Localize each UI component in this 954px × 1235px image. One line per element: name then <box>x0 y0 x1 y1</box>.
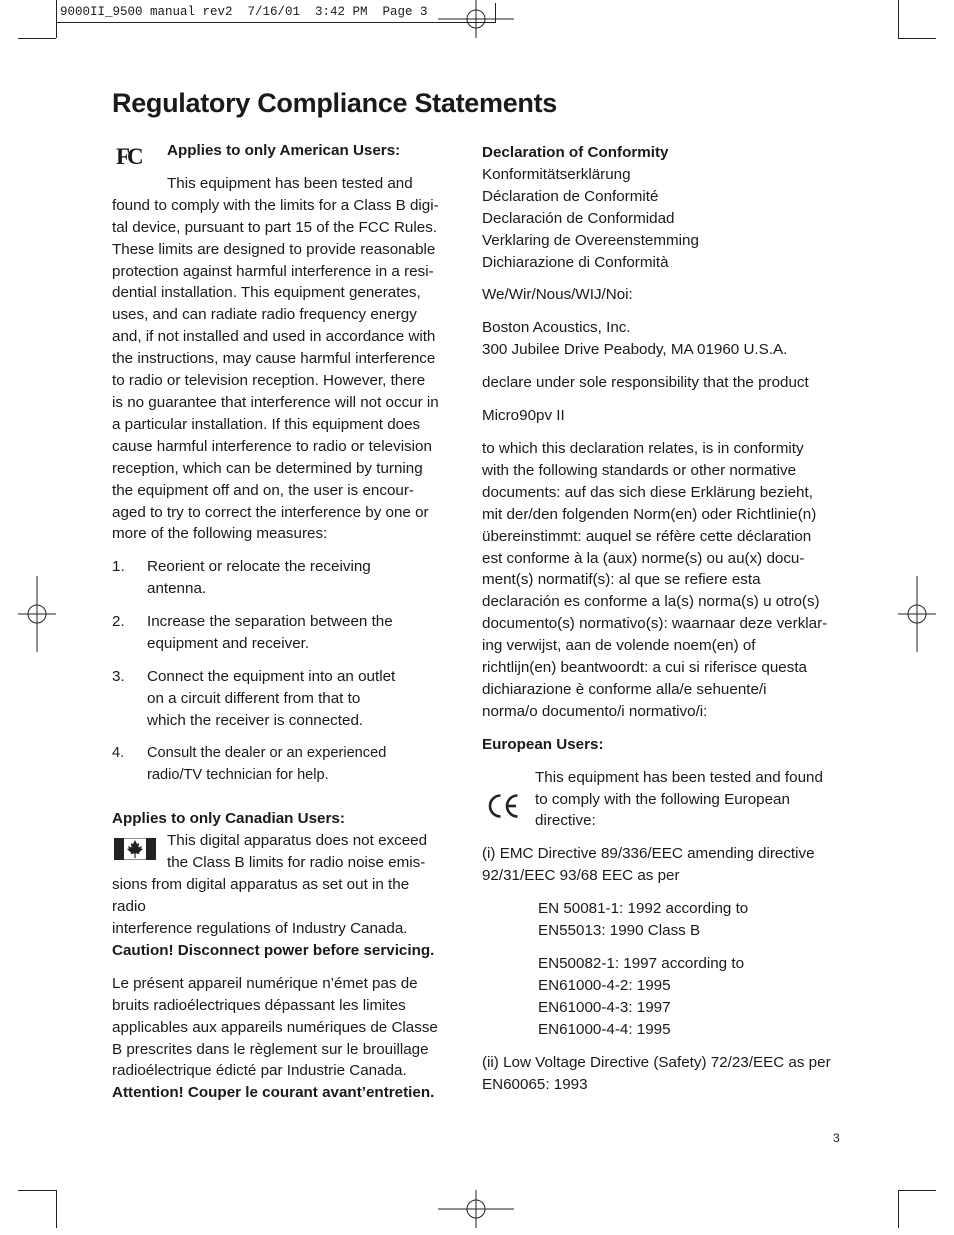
list-text-line: antenna. <box>147 580 207 598</box>
crop-mark <box>898 38 936 39</box>
list-text-line: radio/TV technician for help. <box>147 766 329 783</box>
conformity-text-line: richtlijn(en) beantwoordt: a cui si riferisce questa <box>482 659 807 677</box>
lvd-directive-line: EN60065: 1993 <box>482 1075 588 1093</box>
declaration-translation: Verklaring de Overeenstemming <box>482 231 699 249</box>
standard-line: EN50082-1: 1997 according to <box>538 955 745 972</box>
french-text-line: applicables aux appareils numériques de Classe <box>112 1018 438 1036</box>
american-text-line: is no guarantee that interference will not occur in <box>112 393 439 411</box>
european-intro-line: to comply with the following European <box>535 790 790 808</box>
canadian-text-line: interference regulations of Industry Canada. <box>112 920 408 937</box>
standard-line: EN61000-4-3: 1997 <box>538 998 671 1016</box>
canadian-text-line: sions from digital apparatus as set out in the <box>112 876 410 894</box>
lvd-directive-line: (ii) Low Voltage Directive (Safety) 72/23/EEC as per <box>482 1053 831 1071</box>
american-text-line: and, if not installed and used in accordance with <box>112 328 436 346</box>
list-text-line: which the receiver is connected. <box>147 711 364 729</box>
declaration-heading: Declaration of Conformity <box>482 144 669 161</box>
slug-line: 9000II_9500 manual rev2 7/16/01 3:42 PM Page 3 <box>56 3 496 23</box>
canadian-text-line: This digital apparatus does not exceed <box>167 832 428 850</box>
french-text-line: B prescrites dans le règlement sur le brouillage <box>112 1040 429 1058</box>
american-text-line: These limits are designed to provide reasonable <box>112 240 436 258</box>
american-text-line: found to comply with the limits for a Class B digi- <box>112 196 439 214</box>
company-name: Boston Acoustics, Inc. <box>482 319 631 337</box>
standard-line: EN61000-4-2: 1995 <box>538 976 671 994</box>
registration-mark-icon <box>898 576 936 652</box>
french-text-line: radioélectrique édicté par Industrie Canada. <box>112 1062 407 1080</box>
list-number: 4. <box>112 744 125 761</box>
american-text-line: the instructions, may cause harmful interference <box>112 350 436 368</box>
american-text-line: a particular installation. If this equipment does <box>112 415 421 433</box>
conformity-text-line: documento(s) normativo(s): waarnaar deze verklar- <box>482 615 828 633</box>
american-text-line: tal device, pursuant to part 15 of the FCC Rules. <box>112 218 438 236</box>
crop-mark <box>898 1190 899 1228</box>
list-number: 2. <box>112 613 125 631</box>
conformity-text-line: norma/o documento/i normativo/i: <box>482 702 708 720</box>
list-item <box>112 666 462 732</box>
canadian-text-line: radio <box>112 898 146 916</box>
list-text-line: Consult the dealer or an experienced <box>147 744 387 761</box>
european-intro-line: directive: <box>535 812 596 830</box>
conformity-text-line: übereinstimmt: auquel se réfère cette déclaration <box>482 527 812 545</box>
list-number: 3. <box>112 667 125 685</box>
list-text-line: Connect the equipment into an outlet <box>147 667 396 685</box>
product-name: Micro90pv II <box>482 407 565 425</box>
left-column <box>112 140 462 1104</box>
right-column <box>482 142 852 1095</box>
european-intro-line: This equipment has been tested and found <box>535 768 823 786</box>
declaration-translation: Declaración de Conformidad <box>482 209 675 227</box>
american-text-line: This equipment has been tested and <box>167 174 413 192</box>
american-text-line: to radio or television reception. However, there <box>112 372 426 390</box>
conformity-text-line: documents: auf das sich diese Erklärung bezieht, <box>482 483 813 501</box>
crop-mark <box>56 0 57 38</box>
crop-mark <box>56 1190 57 1228</box>
list-text-line: Increase the separation between the <box>147 613 393 631</box>
list-text-line: on a circuit different from that to <box>147 689 361 707</box>
crop-mark <box>898 0 899 38</box>
american-text-line: the equipment off and on, the user is encour- <box>112 481 414 499</box>
list-item <box>112 743 462 787</box>
declaration-translation: Déclaration de Conformité <box>482 187 659 205</box>
american-text-line: protection against harmful interference in a resi- <box>112 262 434 280</box>
caution-text: Caution! Disconnect power before servicing. <box>112 941 435 959</box>
page-title: Regulatory Compliance Statements <box>112 88 558 118</box>
emc-directive-line: (i) EMC Directive 89/336/EEC amending directive <box>482 845 815 863</box>
standard-line: EN61000-4-4: 1995 <box>538 1020 671 1038</box>
company-address: 300 Jubilee Drive Peabody, MA 01960 U.S.A. <box>482 341 788 359</box>
american-text-line: more of the following measures: <box>112 525 328 543</box>
conformity-text-line: declaración es conforme a la(s) norma(s) u otro(s) <box>482 593 820 611</box>
list-number: 1. <box>112 558 125 576</box>
list-item <box>112 556 462 600</box>
registration-mark-icon <box>18 576 56 652</box>
registration-mark-icon <box>438 1190 514 1228</box>
emc-directive-line: 92/31/EEC 93/68 EEC as per <box>482 867 680 885</box>
list-item <box>112 611 462 655</box>
french-text-line: bruits radioélectriques dépassant les limites <box>112 996 406 1014</box>
conformity-text-line: with the following standards or other normative <box>482 461 797 479</box>
conformity-text-line: dichiarazione è conforme alla/e sehuente/i <box>482 680 767 698</box>
canadian-text-line: the Class B limits for radio noise emis- <box>167 854 426 872</box>
crop-mark <box>18 38 56 39</box>
attention-text: Attention! Couper le courant avant’entretien. <box>112 1084 435 1102</box>
french-text-line: Le présent appareil numérique n’émet pas de <box>112 974 418 992</box>
we-text: We/Wir/Nous/WIJ/Noi: <box>482 286 633 304</box>
american-text-line: dential installation. This equipment generates, <box>112 284 421 302</box>
page-number: 3 <box>833 1131 840 1145</box>
list-text-line: Reorient or relocate the receiving <box>147 558 371 576</box>
canadian-heading: Applies to only Canadian Users: <box>112 810 345 828</box>
fcc-logo-icon: FC <box>116 144 141 169</box>
declare-text: declare under sole responsibility that the product <box>482 374 809 392</box>
list-text-line: equipment and receiver. <box>147 635 310 653</box>
conformity-text-line: ment(s) normatif(s): al que se refiere esta <box>482 571 761 589</box>
conformity-text-line: est conforme à la (aux) norme(s) ou au(x) docu- <box>482 549 805 567</box>
american-heading: Applies to only American Users: <box>167 142 401 159</box>
declaration-translation: Konformitätserklärung <box>482 165 631 183</box>
american-text-line: reception, which can be determined by turning <box>112 459 423 477</box>
european-heading: European Users: <box>482 735 604 753</box>
conformity-text-line: ing verwijst, aan de volende noem(en) of <box>482 637 756 655</box>
american-text-line: cause harmful interference to radio or television <box>112 437 432 455</box>
crop-mark <box>18 1190 56 1191</box>
standard-line: EN55013: 1990 Class B <box>538 922 701 940</box>
american-text-line: uses, and can radiate radio frequency energy <box>112 306 417 324</box>
conformity-text-line: to which this declaration relates, is in conformity <box>482 439 804 457</box>
crop-mark <box>898 1190 936 1191</box>
conformity-text-line: mit der/den folgenden Norm(en) oder Richtlinie(n) <box>482 505 817 523</box>
american-text-line: aged to try to correct the interference by one or <box>112 503 429 521</box>
declaration-translation: Dichiarazione di Conformità <box>482 253 669 271</box>
standard-line: EN 50081-1: 1992 according to <box>538 900 749 918</box>
registration-mark-icon <box>438 0 514 38</box>
